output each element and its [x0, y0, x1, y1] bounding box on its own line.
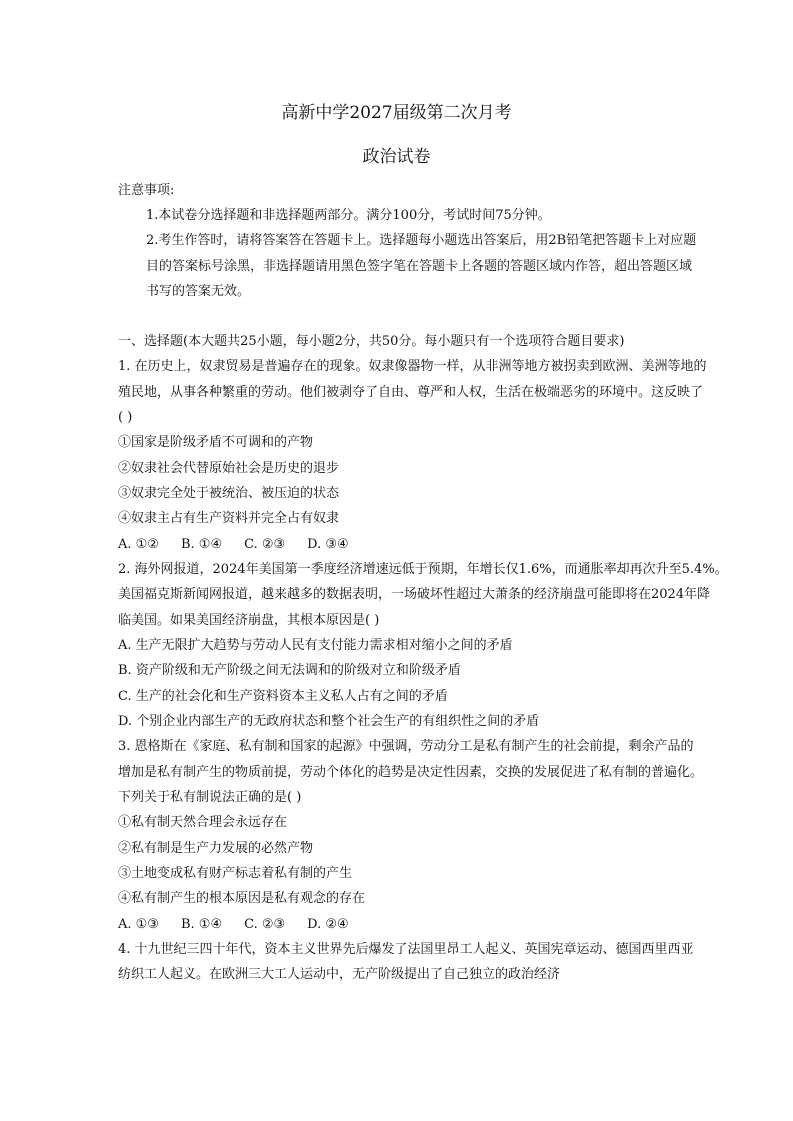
- q3-option-b: B. ①④: [180, 917, 223, 932]
- q3-statement-1: ①私有制天然合理会永远存在: [118, 815, 288, 830]
- exam-subject: 政治试卷: [362, 147, 431, 167]
- q1-option-c: C. ②③: [244, 537, 286, 552]
- q1-option-b: B. ①④: [180, 537, 223, 552]
- q3-options: [118, 917, 371, 933]
- q1-line-1: 1. 在历史上，奴隶贸易是普遍存在的现象。奴隶像器物一样，从非洲等地方被拐卖到欧洲、美洲等地的: [118, 359, 707, 374]
- q1-statement-3: ③奴隶完全处于被统治、被压迫的状态: [118, 486, 340, 501]
- q2-option-c: C. 生产的社会化和生产资料资本主义私人占有之间的矛盾: [118, 689, 448, 704]
- q1-option-a: A. ①②: [118, 537, 159, 552]
- q3-option-a: A. ①③: [118, 917, 159, 932]
- q1-statement-1: ①国家是阶级矛盾不可调和的产物: [118, 435, 314, 450]
- q1-line-2: 殖民地，从事各种繁重的劳动。他们被剥夺了自由、尊严和人权，生活在极端恶劣的环境中。这反映了: [118, 385, 704, 400]
- notice-item-1: 1.本试卷分选择题和非选择题两部分。满分100分，考试时间75分钟。: [146, 208, 551, 223]
- q3-line-2: 增加是私有制产生的物质前提，劳动个体化的趋势是决定性因素，交换的发展促进了私有制的普遍化。: [118, 765, 704, 780]
- notice-item-2-line-1: 2.考生作答时，请将答案答在答题卡上。选择题每小题选出答案后，用2B铅笔把答题卡上对应题: [146, 233, 697, 248]
- exam-title: 高新中学2027届级第二次月考: [281, 103, 512, 123]
- q2-option-a: A. 生产无限扩大趋势与劳动人民有支付能力需求相对缩小之间的矛盾: [118, 638, 513, 653]
- q1-line-3: ( ): [118, 410, 133, 425]
- q2-line-2: 美国福克斯新闻网报道，越来越多的数据表明，一场破坏性超过大萧条的经济崩盘可能即将在2024年降: [118, 587, 711, 602]
- q3-statement-4: ④私有制产生的根本原因是私有观念的存在: [118, 891, 366, 906]
- q3-line-3: 下列关于私有制说法正确的是( ): [118, 790, 302, 805]
- q1-options: [118, 537, 371, 553]
- q4-line-1: 4. 十九世纪三四十年代，资本主义世界先后爆发了法国里昂工人起义、英国宪章运动、德国西里西亚: [118, 942, 694, 957]
- q3-statement-3: ③土地变成私有财产标志着私有制的产生: [118, 866, 353, 881]
- q3-option-c: C. ②③: [244, 917, 286, 932]
- q4-line-2: 纺织工人起义。在欧洲三大工人运动中，无产阶级提出了自己独立的政治经济: [118, 967, 561, 982]
- q1-option-d: D. ③④: [307, 537, 349, 552]
- notice-heading: 注意事项:: [118, 183, 175, 198]
- q2-line-3: 临美国。如果美国经济崩盘，其根本原因是( ): [118, 613, 380, 628]
- q3-line-1: 3. 恩格斯在《家庭、私有制和国家的起源》中强调，劳动分工是私有制产生的社会前提，剩余产品的: [118, 739, 694, 754]
- q2-option-d: D. 个别企业内部生产的无政府状态和整个社会生产的有组织性之间的矛盾: [118, 714, 540, 729]
- notice-item-2-line-2: 目的答案标号涂黑，非选择题请用黑色签字笔在答题卡上各题的答题区域内作答，超出答题区域: [146, 259, 693, 274]
- section-heading: 一、选择题(本大题共25小题，每小题2分，共50分。每小题只有一个选项符合题目要求): [118, 334, 625, 349]
- notice-item-2-line-3: 书写的答案无效。: [146, 284, 251, 299]
- q3-statement-2: ②私有制是生产力发展的必然产物: [118, 841, 314, 856]
- q3-option-d: D. ②④: [307, 917, 349, 932]
- q1-statement-2: ②奴隶社会代替原始社会是历史的退步: [118, 461, 340, 476]
- q2-line-1: 2. 海外网报道，2024年美国第一季度经济增速远低于预期，年增长仅1.6%，而通胀率却再次升至5.4%。: [118, 562, 728, 577]
- q1-statement-4: ④奴隶主占有生产资料并完全占有奴隶: [118, 511, 340, 526]
- q2-option-b: B. 资产阶级和无产阶级之间无法调和的阶级对立和阶级矛盾: [118, 663, 461, 678]
